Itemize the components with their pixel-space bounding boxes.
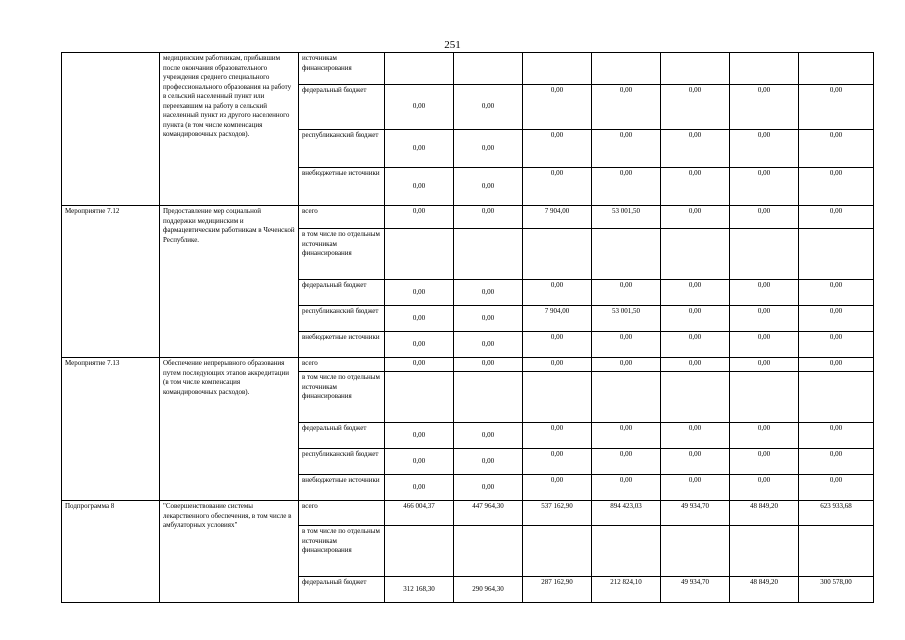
- amount-cell: [661, 53, 730, 85]
- amount-cell: 466 004,37: [385, 501, 454, 526]
- amount-cell: 212 824,10: [592, 577, 661, 603]
- amount-cell: 0,00: [385, 280, 454, 306]
- page-number: 251: [444, 39, 461, 51]
- amount-cell: [454, 526, 523, 577]
- amount-cell: 0,00: [523, 423, 592, 449]
- table-row: [62, 358, 874, 372]
- amount-cell: 0,00: [592, 358, 661, 372]
- amount-cell: 0,00: [799, 449, 874, 475]
- amount-cell: 0,00: [661, 168, 730, 206]
- measure-description: Предоставление мер социальной поддержки медицинским и фармацевтическим работникам в Чеченской Республике.: [160, 206, 299, 358]
- amount-cell: [730, 229, 799, 280]
- amount-cell: 0,00: [385, 306, 454, 332]
- amount-cell: 0,00: [385, 358, 454, 372]
- funding-source: федеральный бюджет: [299, 577, 385, 603]
- amount-cell: 0,00: [454, 332, 523, 358]
- amount-cell: [799, 526, 874, 577]
- amount-cell: 0,00: [385, 206, 454, 229]
- amount-cell: 53 001,50: [592, 206, 661, 229]
- amount-cell: 0,00: [385, 475, 454, 501]
- amount-cell: [730, 372, 799, 423]
- funding-source: всего: [299, 501, 385, 526]
- amount-cell: 0,00: [799, 332, 874, 358]
- amount-cell: 0,00: [385, 168, 454, 206]
- amount-cell: 0,00: [523, 280, 592, 306]
- amount-cell: 0,00: [454, 168, 523, 206]
- amount-cell: 0,00: [385, 85, 454, 130]
- amount-cell: 0,00: [730, 306, 799, 332]
- measure-code: Подпрограмма 8: [62, 501, 160, 603]
- amount-cell: 0,00: [799, 358, 874, 372]
- amount-cell: 0,00: [730, 85, 799, 130]
- amount-cell: 0,00: [592, 85, 661, 130]
- amount-cell: 0,00: [799, 206, 874, 229]
- amount-cell: 0,00: [730, 358, 799, 372]
- amount-cell: [523, 229, 592, 280]
- amount-cell: 48 849,20: [730, 501, 799, 526]
- funding-source: в том числе по отдельным источникам финансирования: [299, 526, 385, 577]
- amount-cell: 290 964,30: [454, 577, 523, 603]
- funding-source: республиканский бюджет: [299, 306, 385, 332]
- funding-source: федеральный бюджет: [299, 280, 385, 306]
- amount-cell: 0,00: [454, 358, 523, 372]
- amount-cell: 0,00: [454, 85, 523, 130]
- funding-source: всего: [299, 358, 385, 372]
- amount-cell: [385, 229, 454, 280]
- amount-cell: [385, 53, 454, 85]
- amount-cell: [661, 229, 730, 280]
- amount-cell: 0,00: [661, 449, 730, 475]
- amount-cell: 0,00: [661, 475, 730, 501]
- measure-code: Мероприятие 7.12: [62, 206, 160, 358]
- amount-cell: [385, 372, 454, 423]
- amount-cell: 0,00: [661, 206, 730, 229]
- table-row: [62, 501, 874, 526]
- amount-cell: 0,00: [730, 449, 799, 475]
- amount-cell: 0,00: [661, 358, 730, 372]
- amount-cell: 0,00: [661, 130, 730, 168]
- amount-cell: 0,00: [730, 168, 799, 206]
- amount-cell: 0,00: [523, 85, 592, 130]
- funding-source: всего: [299, 206, 385, 229]
- amount-cell: [592, 372, 661, 423]
- amount-cell: 0,00: [661, 332, 730, 358]
- amount-cell: 0,00: [799, 85, 874, 130]
- amount-cell: 0,00: [454, 280, 523, 306]
- amount-cell: 49 934,70: [661, 501, 730, 526]
- measure-code: Мероприятие 7.13: [62, 358, 160, 501]
- funding-source: внебюджетные источники: [299, 475, 385, 501]
- amount-cell: 49 934,70: [661, 577, 730, 603]
- amount-cell: [523, 53, 592, 85]
- amount-cell: 623 933,68: [799, 501, 874, 526]
- amount-cell: 0,00: [799, 423, 874, 449]
- amount-cell: 0,00: [385, 332, 454, 358]
- amount-cell: 447 964,30: [454, 501, 523, 526]
- amount-cell: 0,00: [523, 475, 592, 501]
- amount-cell: [799, 372, 874, 423]
- funding-source: в том числе по отдельным источникам финансирования: [299, 372, 385, 423]
- amount-cell: 0,00: [592, 475, 661, 501]
- amount-cell: 0,00: [592, 423, 661, 449]
- amount-cell: 0,00: [661, 85, 730, 130]
- amount-cell: 0,00: [385, 449, 454, 475]
- funding-source: в том числе по отдельным источникам финансирования: [299, 229, 385, 280]
- amount-cell: 7 904,00: [523, 206, 592, 229]
- amount-cell: 0,00: [730, 130, 799, 168]
- amount-cell: [730, 526, 799, 577]
- amount-cell: 312 168,30: [385, 577, 454, 603]
- funding-source: республиканский бюджет: [299, 449, 385, 475]
- amount-cell: 0,00: [454, 475, 523, 501]
- amount-cell: 0,00: [799, 306, 874, 332]
- amount-cell: 0,00: [730, 423, 799, 449]
- amount-cell: 0,00: [523, 449, 592, 475]
- amount-cell: 0,00: [799, 280, 874, 306]
- amount-cell: 0,00: [592, 332, 661, 358]
- amount-cell: [799, 53, 874, 85]
- amount-cell: [385, 526, 454, 577]
- amount-cell: 0,00: [454, 423, 523, 449]
- amount-cell: [454, 53, 523, 85]
- amount-cell: [592, 229, 661, 280]
- amount-cell: [661, 526, 730, 577]
- amount-cell: [454, 372, 523, 423]
- amount-cell: 0,00: [730, 332, 799, 358]
- amount-cell: 48 849,20: [730, 577, 799, 603]
- amount-cell: [454, 229, 523, 280]
- amount-cell: 894 423,03: [592, 501, 661, 526]
- amount-cell: 0,00: [523, 358, 592, 372]
- amount-cell: 0,00: [730, 206, 799, 229]
- measure-code: [62, 53, 160, 206]
- amount-cell: [523, 526, 592, 577]
- amount-cell: 0,00: [730, 475, 799, 501]
- amount-cell: 0,00: [592, 449, 661, 475]
- measure-description: "Совершенствование системы лекарственного обеспечения, в том числе в амбулаторных условиях": [160, 501, 299, 603]
- amount-cell: [730, 53, 799, 85]
- amount-cell: 300 578,00: [799, 577, 874, 603]
- funding-source: внебюджетные источники: [299, 168, 385, 206]
- amount-cell: [523, 372, 592, 423]
- amount-cell: [592, 53, 661, 85]
- funding-source: источникам финансирования: [299, 53, 385, 85]
- funding-source: федеральный бюджет: [299, 423, 385, 449]
- amount-cell: 537 162,90: [523, 501, 592, 526]
- table-row: [62, 206, 874, 229]
- amount-cell: 0,00: [661, 306, 730, 332]
- amount-cell: 0,00: [385, 130, 454, 168]
- funding-source: федеральный бюджет: [299, 85, 385, 130]
- table-row: [62, 53, 874, 85]
- amount-cell: 7 904,00: [523, 306, 592, 332]
- amount-cell: 0,00: [592, 280, 661, 306]
- amount-cell: 0,00: [523, 332, 592, 358]
- amount-cell: [661, 372, 730, 423]
- amount-cell: 0,00: [454, 449, 523, 475]
- amount-cell: 0,00: [523, 130, 592, 168]
- amount-cell: 0,00: [730, 280, 799, 306]
- amount-cell: [592, 526, 661, 577]
- amount-cell: 0,00: [661, 280, 730, 306]
- amount-cell: 0,00: [799, 168, 874, 206]
- measure-description: медицинским работникам, прибывшим после окончания образовательного учреждения среднего специального профессионального образования на работу в сельский населенный пункт или переехавшим на работу в сельский населенный пункт из другого населенного пункта (в том числе компенсация командировочных расходов).: [160, 53, 299, 206]
- amount-cell: 0,00: [385, 423, 454, 449]
- amount-cell: 0,00: [661, 423, 730, 449]
- measure-description: Обеспечение непрерывного образования путем последующих этапов аккредитации (в том числе компенсация командировочных расходов).: [160, 358, 299, 501]
- funding-source: республиканский бюджет: [299, 130, 385, 168]
- amount-cell: 0,00: [799, 475, 874, 501]
- amount-cell: 0,00: [454, 206, 523, 229]
- amount-cell: [799, 229, 874, 280]
- amount-cell: 0,00: [799, 130, 874, 168]
- amount-cell: 0,00: [592, 168, 661, 206]
- amount-cell: 0,00: [523, 168, 592, 206]
- amount-cell: 0,00: [454, 306, 523, 332]
- amount-cell: 0,00: [454, 130, 523, 168]
- budget-table: [61, 52, 874, 603]
- amount-cell: 0,00: [592, 130, 661, 168]
- amount-cell: 53 001,50: [592, 306, 661, 332]
- amount-cell: 287 162,90: [523, 577, 592, 603]
- funding-source: внебюджетные источники: [299, 332, 385, 358]
